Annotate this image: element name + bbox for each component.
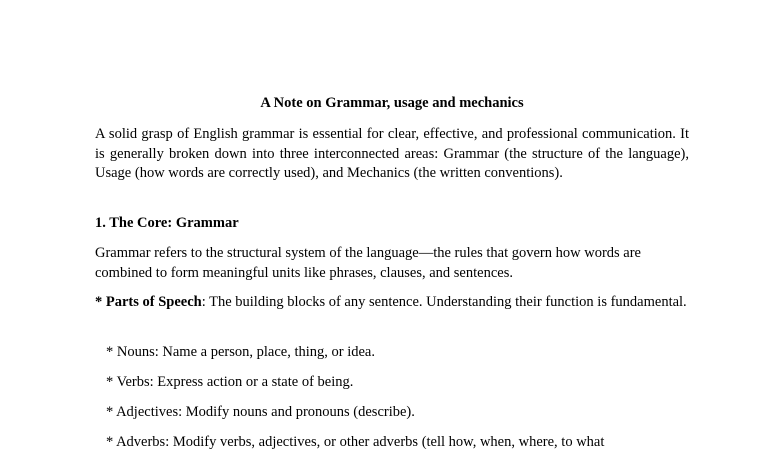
parts-of-speech-lead: * Parts of Speech — [95, 294, 202, 310]
list-item-adjectives: * Adjectives: Modify nouns and pronouns (describe). — [106, 404, 415, 420]
parts-of-speech-paragraph — [95, 293, 689, 313]
section-heading-grammar: 1. The Core: Grammar — [95, 215, 239, 231]
list-item-nouns: * Nouns: Name a person, place, thing, or idea. — [106, 344, 375, 360]
list-item-adverbs: * Adverbs: Modify verbs, adjectives, or other adverbs (tell how, when, where, to what — [106, 434, 605, 450]
grammar-paragraph: Grammar refers to the structural system of the language—the rules that govern how words are combined to form meaningful units like phrases, clauses, and sentences. — [95, 245, 641, 281]
intro-paragraph: A solid grasp of English grammar is essential for clear, effective, and professional communication. It is generally broken down into three interconnected areas: Grammar (the structure of the language), Usage (how words are correctly used), and Mechanics (the written conventions). — [95, 126, 689, 181]
parts-of-speech-text: : The building blocks of any sentence. Understanding their function is fundamental. — [201, 294, 687, 310]
list-item-verbs: * Verbs: Express action or a state of being. — [106, 374, 354, 390]
document-title: A Note on Grammar, usage and mechanics — [260, 95, 524, 111]
